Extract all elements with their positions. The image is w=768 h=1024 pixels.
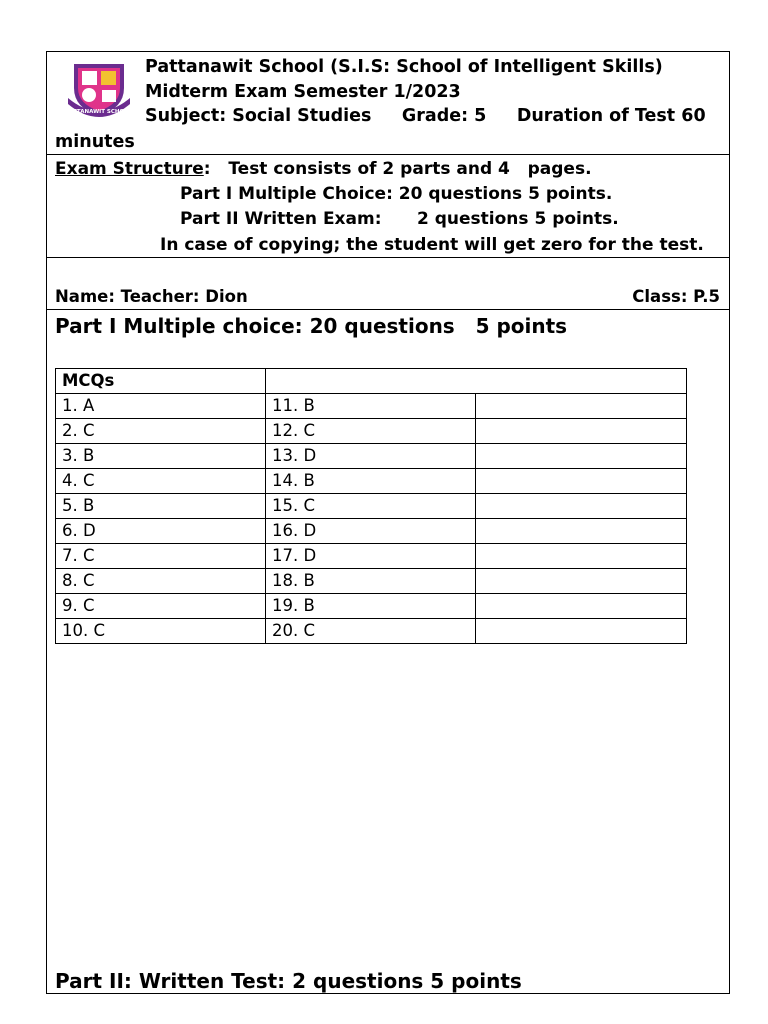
answer-cell: 16. D — [266, 519, 476, 544]
structure-label: Exam Structure — [55, 159, 204, 179]
table-row — [56, 494, 687, 519]
table-row — [56, 519, 687, 544]
empty-cell — [476, 519, 687, 544]
copy-warning: In case of copying; the student will get zero for the test. — [160, 235, 704, 255]
table-row — [56, 419, 687, 444]
empty-cell — [476, 569, 687, 594]
answer-cell: 10. C — [56, 619, 266, 644]
empty-cell — [476, 594, 687, 619]
exam-header — [47, 52, 729, 155]
empty-cell — [476, 469, 687, 494]
empty-cell — [476, 444, 687, 469]
structure-part1: Part I Multiple Choice: 20 questions 5 points. — [180, 184, 613, 204]
empty-cell — [476, 544, 687, 569]
answer-cell: 4. C — [56, 469, 266, 494]
answer-cell: 2. C — [56, 419, 266, 444]
answer-cell: 1. A — [56, 394, 266, 419]
structure-part2: Part II Written Exam: 2 questions 5 points. — [180, 209, 619, 229]
exam-sheet — [46, 51, 730, 994]
structure-intro-text: : Test consists of 2 parts and 4 pages. — [203, 159, 592, 179]
answer-cell: 3. B — [56, 444, 266, 469]
school-logo-icon — [66, 58, 132, 118]
empty-cell — [476, 619, 687, 644]
answer-cell: 7. C — [56, 544, 266, 569]
answer-cell: 14. B — [266, 469, 476, 494]
mcq-answer-table — [55, 368, 687, 644]
table-row — [56, 394, 687, 419]
answer-cell: 11. B — [266, 394, 476, 419]
answer-cell: 17. D — [266, 544, 476, 569]
empty-cell — [476, 394, 687, 419]
student-name: Name: Teacher: Dion — [55, 287, 248, 306]
exam-title: Midterm Exam Semester 1/2023 — [145, 82, 461, 102]
answer-cell: 5. B — [56, 494, 266, 519]
answer-cell: 12. C — [266, 419, 476, 444]
table-row — [56, 569, 687, 594]
subject-line: Subject: Social Studies Grade: 5 Duration of Test 60 — [145, 106, 706, 126]
table-header-cell: MCQs — [56, 369, 266, 394]
empty-cell — [476, 419, 687, 444]
part1-title: Part I Multiple choice: 20 questions 5 points — [55, 314, 568, 338]
student-class: Class: P.5 — [632, 287, 720, 306]
table-row — [56, 619, 687, 644]
part2-title: Part II: Written Test: 2 questions 5 points — [55, 969, 522, 993]
school-name: Pattanawit School (S.I.S: School of Intelligent Skills) — [145, 57, 663, 77]
answer-cell: 9. C — [56, 594, 266, 619]
answer-cell: 19. B — [266, 594, 476, 619]
answer-cell: 6. D — [56, 519, 266, 544]
answer-cell: 13. D — [266, 444, 476, 469]
table-row — [56, 594, 687, 619]
structure-intro — [55, 158, 592, 180]
table-row — [56, 444, 687, 469]
logo-text: PATTANAWIT SCHOOL — [66, 109, 132, 115]
empty-cell — [476, 494, 687, 519]
table-header-empty — [266, 369, 687, 394]
table-row — [56, 544, 687, 569]
table-header-row — [56, 369, 687, 394]
subject-line-cont: minutes — [55, 132, 135, 152]
answer-cell: 8. C — [56, 569, 266, 594]
exam-structure — [47, 155, 729, 258]
student-info — [47, 258, 729, 310]
answer-cell: 20. C — [266, 619, 476, 644]
answer-cell: 15. C — [266, 494, 476, 519]
table-row — [56, 469, 687, 494]
answer-cell: 18. B — [266, 569, 476, 594]
